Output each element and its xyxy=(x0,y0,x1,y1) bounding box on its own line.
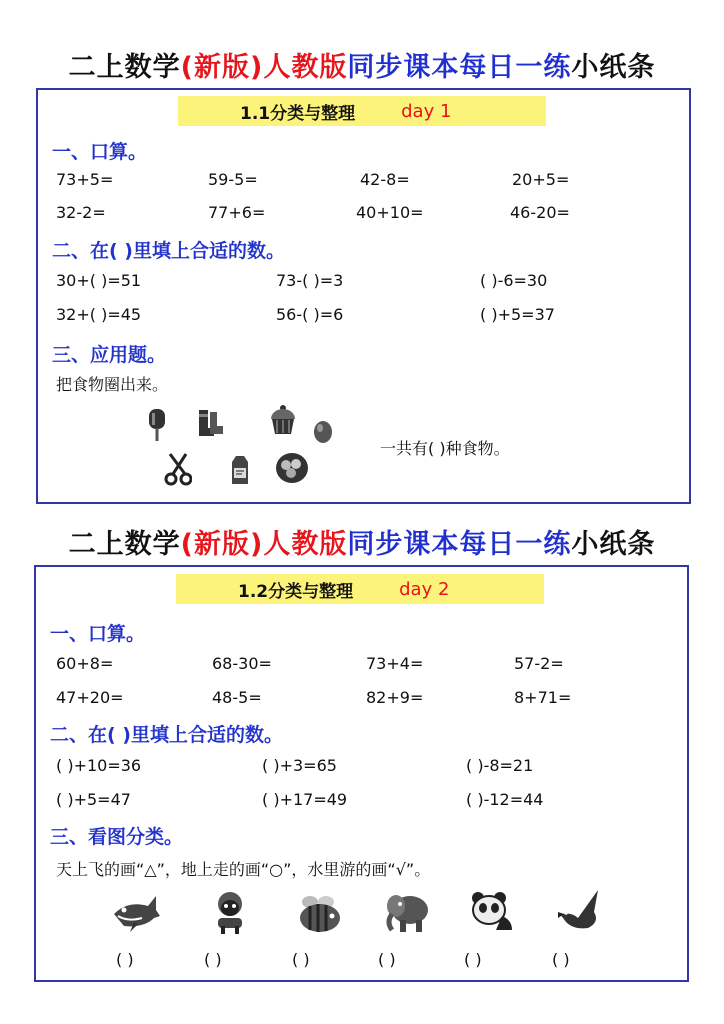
oral-problem: 73+5= xyxy=(56,170,114,189)
oral-problem: 48-5= xyxy=(212,688,262,707)
fill-problem: 30+( )=51 xyxy=(56,271,142,290)
prompt-text: 把食物圈出来。 xyxy=(56,375,169,394)
fill-problem: ( )+17=49 xyxy=(262,790,348,809)
fill-problem: ( )-6=30 xyxy=(480,271,548,290)
oral-problem: 32-2= xyxy=(56,203,106,222)
title-part: (新版) xyxy=(180,52,264,83)
popsicle-icon xyxy=(146,408,168,442)
bee-icon xyxy=(296,892,346,934)
title-part: 二上数学 xyxy=(68,52,181,83)
panda-icon xyxy=(466,890,514,932)
oral-problem: 47+20= xyxy=(56,688,124,707)
lesson-banner-2 xyxy=(176,574,544,604)
title-part: 人教版 xyxy=(263,52,348,83)
title-part: 小纸条 xyxy=(571,52,656,83)
oral-problem: 8+71= xyxy=(514,688,572,707)
title-part: 二上数学 xyxy=(68,529,181,560)
section-heading-application: 三、应用题。 xyxy=(52,344,167,366)
lesson-title: 1.1分类与整理 xyxy=(240,103,356,124)
elephant-icon xyxy=(384,890,432,934)
section-heading-classify: 三、看图分类。 xyxy=(50,826,184,848)
scissors-icon xyxy=(164,452,192,486)
lesson-banner-1 xyxy=(178,96,546,126)
oral-problem: 40+10= xyxy=(356,203,424,222)
instruction-text: 天上飞的画“△”，地上走的画“○”，水里游的画“√”。 xyxy=(56,860,431,879)
fill-problem: ( )-8=21 xyxy=(466,756,534,775)
day-label: day 1 xyxy=(401,100,452,122)
page-title-2 xyxy=(0,522,724,561)
fill-problem: ( )+3=65 xyxy=(262,756,337,775)
fill-problem: ( )+5=47 xyxy=(56,790,131,809)
section-heading-fill: 二、在( )里填上合适的数。 xyxy=(52,240,285,262)
oral-problem: 57-2= xyxy=(514,654,564,673)
fill-problem: 32+( )=45 xyxy=(56,305,142,324)
section-heading-oral: 一、口算。 xyxy=(52,141,148,163)
title-part: 小纸条 xyxy=(571,529,656,560)
oral-problem: 77+6= xyxy=(208,203,266,222)
oral-problem: 82+9= xyxy=(366,688,424,707)
fill-problem: ( )+5=37 xyxy=(480,305,555,324)
bird-icon xyxy=(556,888,606,932)
answer-paren: ( ) xyxy=(292,950,310,969)
answer-paren: ( ) xyxy=(204,950,222,969)
oral-problem: 68-30= xyxy=(212,654,272,673)
oral-problem: 42-8= xyxy=(360,170,410,189)
answer-paren: ( ) xyxy=(552,950,570,969)
answer-paren: ( ) xyxy=(378,950,396,969)
oral-problem: 59-5= xyxy=(208,170,258,189)
dumplings-bowl-icon xyxy=(274,452,310,486)
shark-icon xyxy=(112,892,160,934)
egg-icon xyxy=(312,420,334,444)
section-heading-fill: 二、在( )里填上合适的数。 xyxy=(50,724,283,746)
oral-problem: 46-20= xyxy=(510,203,570,222)
fill-problem: 56-( )=6 xyxy=(276,305,344,324)
section-heading-oral: 一、口算。 xyxy=(50,623,146,645)
title-part: 同步课本每日一练 xyxy=(347,529,572,560)
oral-problem: 20+5= xyxy=(512,170,570,189)
day-label: day 2 xyxy=(399,578,450,600)
page-title-1 xyxy=(0,45,724,84)
title-part: 同步课本每日一练 xyxy=(347,52,572,83)
answer-paren: ( ) xyxy=(116,950,134,969)
oral-problem: 60+8= xyxy=(56,654,114,673)
fill-problem: 73-( )=3 xyxy=(276,271,344,290)
milk-carton-icon xyxy=(228,454,252,486)
title-part: 人教版 xyxy=(263,529,348,560)
boots-icon xyxy=(196,408,226,438)
answer-paren: ( ) xyxy=(464,950,482,969)
cupcake-icon xyxy=(268,404,298,436)
title-part: (新版) xyxy=(180,529,264,560)
lesson-title: 1.2分类与整理 xyxy=(238,581,354,602)
answer-blank: 一共有( )种食物。 xyxy=(380,439,510,458)
fill-problem: ( )+10=36 xyxy=(56,756,142,775)
oral-problem: 73+4= xyxy=(366,654,424,673)
sheep-icon xyxy=(210,890,250,934)
fill-problem: ( )-12=44 xyxy=(466,790,544,809)
